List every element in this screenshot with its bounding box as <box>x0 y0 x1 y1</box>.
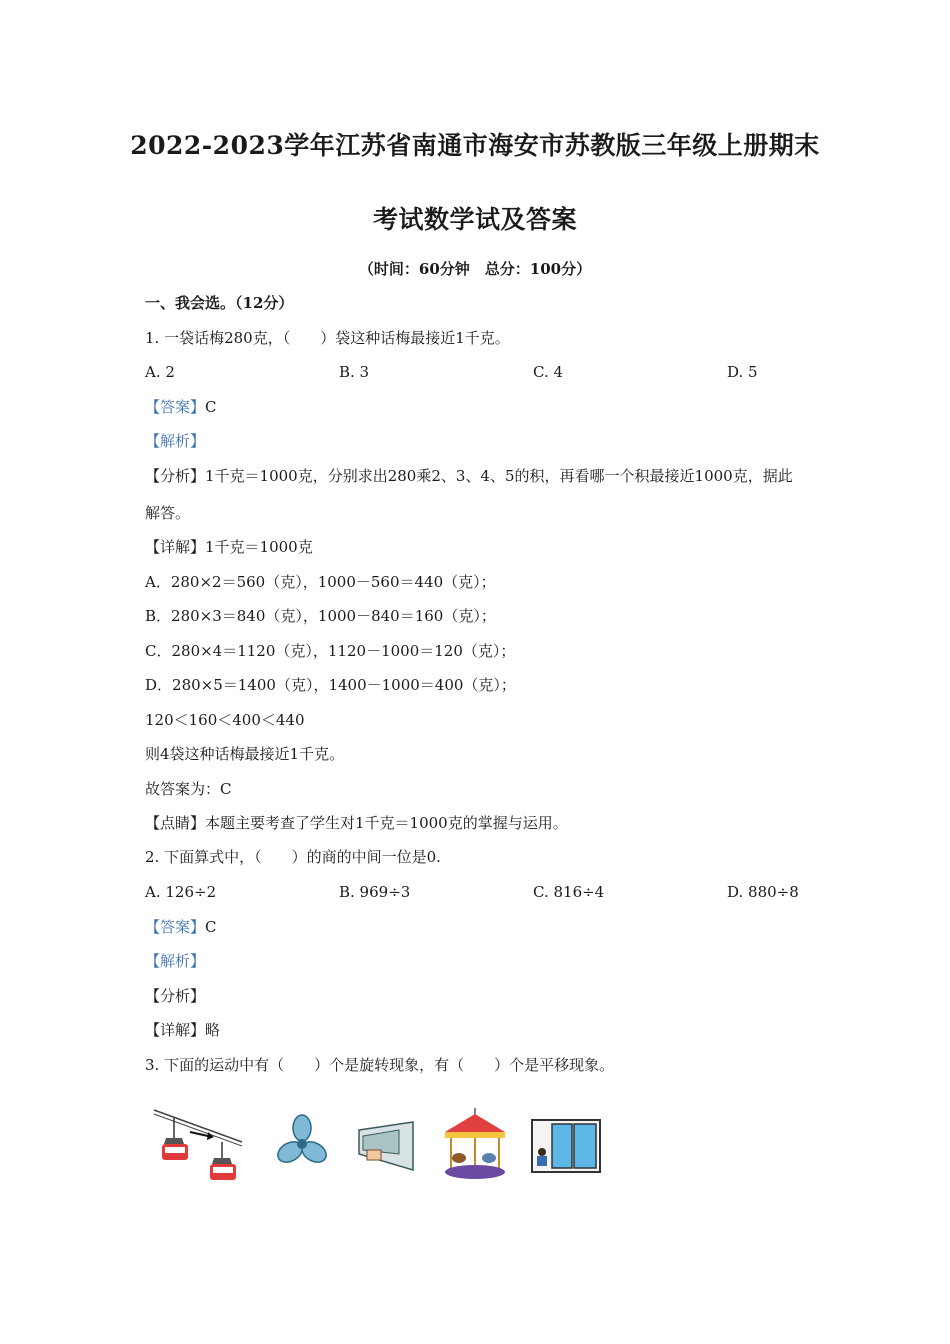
question-1-answer <box>145 397 217 417</box>
question-2-option-a: A. 126÷2 <box>145 883 217 901</box>
answer-tag: 【答案】 <box>145 398 206 416</box>
question-2-option-c: C. 816÷4 <box>533 883 605 901</box>
answer-tag: 【答案】 <box>145 918 206 936</box>
question-2-stem: 2. 下面算式中，（ ）的商的中间一位是0. <box>145 848 441 866</box>
question-2-analysis-tag: 【解析】 <box>145 952 206 970</box>
question-1-conclusion: 则4袋这种话梅最接近1千克。 <box>145 745 345 763</box>
question-1-option-c: C. 4 <box>533 363 564 381</box>
document-title-line1: 2022-2023学年江苏省南通市海安市苏教版三年级上册期末 <box>130 131 820 160</box>
document-title-line2: 考试数学试及答案 <box>372 205 577 234</box>
question-1-fenxi-line1: 【分析】1千克＝1000克，分别求出280乘2、3、4、5的积，再看哪一个积最接近1000克，据此 <box>145 467 793 485</box>
question-1-detail: 【详解】1千克＝1000克 <box>145 538 313 556</box>
question-1-option-a: A. 2 <box>145 363 175 381</box>
window-figure <box>530 1118 602 1174</box>
question-1-detail-a: A．280×2＝560（克），1000－560＝440（克）； <box>145 573 496 591</box>
question-1-detail-d: D．280×5＝1400（克），1400－1000＝400（克）； <box>145 676 516 694</box>
question-1-stem: 1. 一袋话梅280克，（ ）袋这种话梅最接近1千克。 <box>145 329 510 347</box>
section-heading: 一、我会选。（12分） <box>145 294 294 312</box>
question-1-fenxi-line2: 解答。 <box>145 504 191 522</box>
question-2-option-b: B. 969÷3 <box>339 883 411 901</box>
carousel-figure <box>441 1106 509 1182</box>
question-1-option-b: B. 3 <box>339 363 370 381</box>
question-1-option-d: D. 5 <box>727 363 758 381</box>
question-1-detail-c: C．280×4＝1120（克），1120－1000＝120（克）； <box>145 642 516 660</box>
question-3-stem: 3. 下面的运动中有（ ）个是旋转现象，有（ ）个是平移现象。 <box>145 1056 615 1074</box>
question-1-comment: 【点睛】本题主要考查了学生对1千克＝1000克的掌握与运用。 <box>145 814 568 832</box>
question-2-detail: 【详解】略 <box>145 1021 221 1039</box>
answer-value: C <box>205 398 217 416</box>
question-2-option-d: D. 880÷8 <box>727 883 799 901</box>
drawer-figure <box>357 1120 415 1172</box>
question-1-detail-b: B．280×3＝840（克），1000－840＝160（克）； <box>145 607 496 625</box>
cable-car-figure <box>152 1104 244 1184</box>
question-1-compare: 120＜160＜400＜440 <box>145 711 305 729</box>
question-2-answer <box>145 917 217 937</box>
answer-value: C <box>205 918 217 936</box>
fan-figure <box>274 1114 330 1170</box>
question-1-final-answer: 故答案为：C <box>145 780 232 798</box>
question-1-analysis-tag: 【解析】 <box>145 432 206 450</box>
question-2-fenxi: 【分析】 <box>145 987 206 1005</box>
exam-info: （时间：60分钟 总分：100分） <box>358 260 592 278</box>
